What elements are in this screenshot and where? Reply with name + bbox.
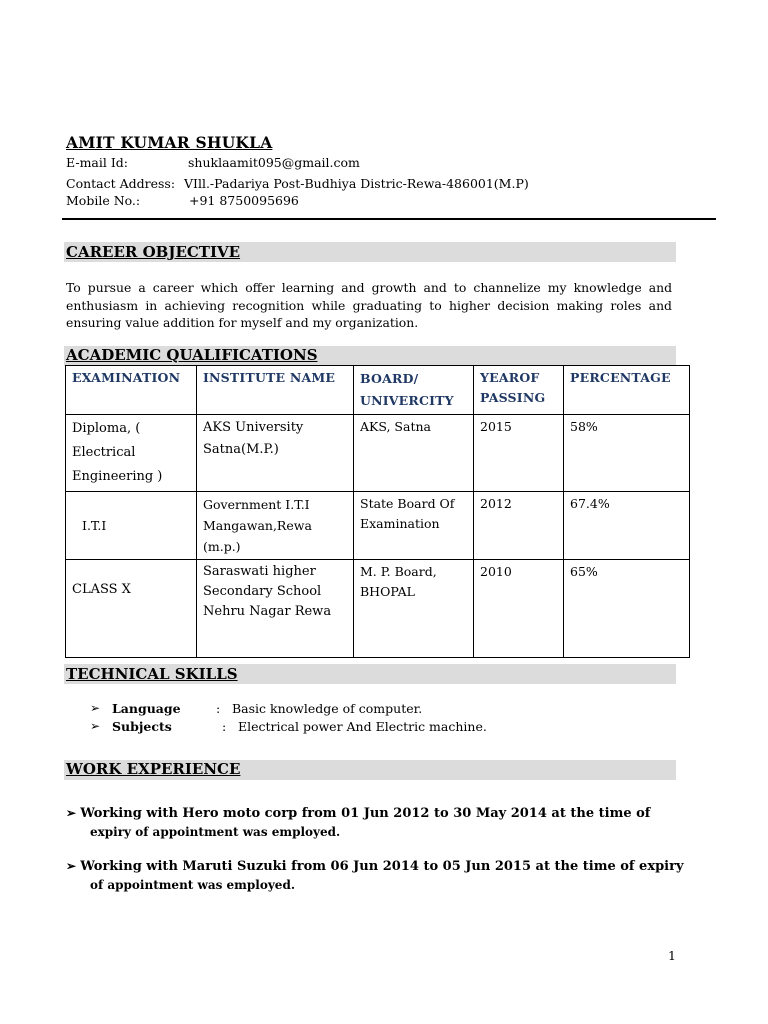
email-value: shuklaamit095@gmail.com <box>188 155 360 170</box>
cell-board: State Board Of Examination <box>354 492 474 560</box>
email-label: E-mail Id: <box>66 155 129 170</box>
skill-separator: : <box>222 719 227 734</box>
academic-heading: ACADEMIC QUALIFICATIONS <box>66 346 318 364</box>
cell-board: M. P. Board, BHOPAL <box>354 560 474 658</box>
col-year: YEAROF PASSING <box>474 366 564 415</box>
skill-value: Electrical power And Electric machine. <box>238 719 487 734</box>
cell-institute: AKS University Satna(M.P.) <box>197 415 354 492</box>
table-row <box>66 415 690 492</box>
work-item <box>66 857 686 894</box>
technical-heading: TECHNICAL SKILLS <box>66 665 238 683</box>
address-label: Contact Address: <box>66 176 176 191</box>
career-heading: CAREER OBJECTIVE <box>66 243 241 261</box>
mobile-label: Mobile No.: <box>66 193 141 208</box>
cell-year: 2015 <box>474 415 564 492</box>
cell-institute: Government I.T.I Mangawan,Rewa (m.p.) <box>197 492 354 560</box>
cell-percent: 65% <box>564 560 690 658</box>
mobile-value: +91 8750095696 <box>189 193 299 208</box>
career-objective-text: To pursue a career which offer learning and growth and to channelize my knowledge and enthusiasm in achieving recognition while graduating to higher decision making roles and ensuring value addition for myself and my organization. <box>66 280 672 331</box>
work-item-line2: expiry of appointment was employed. <box>90 825 341 839</box>
col-institute: INSTITUTE NAME <box>197 366 354 415</box>
cell-exam: Diploma, ( Electrical Engineering ) <box>66 415 197 492</box>
table-row <box>66 492 690 560</box>
work-item-line2: of appointment was employed. <box>90 878 296 892</box>
arrow-bullet-icon: ➢ <box>66 806 81 820</box>
cell-year: 2010 <box>474 560 564 658</box>
cell-percent: 58% <box>564 415 690 492</box>
skill-label: Language <box>112 701 181 716</box>
skill-label: Subjects <box>112 719 172 734</box>
page-number: 1 <box>668 948 676 963</box>
email-row <box>66 155 360 170</box>
candidate-name: AMIT KUMAR SHUKLA <box>66 133 273 152</box>
address-value: VIll.-Padariya Post-Budhiya Distric-Rewa-486001(M.P) <box>184 176 529 191</box>
mobile-row <box>66 193 299 208</box>
academic-table <box>65 365 690 658</box>
col-percentage: PERCENTAGE <box>564 366 690 415</box>
skill-separator: : <box>216 701 221 716</box>
arrow-bullet-icon: ➢ <box>66 859 81 873</box>
cell-year: 2012 <box>474 492 564 560</box>
cell-board: AKS, Satna <box>354 415 474 492</box>
cell-exam: I.T.I <box>66 492 197 560</box>
table-header-row <box>66 366 690 415</box>
arrow-bullet-icon: ➢ <box>90 701 101 715</box>
arrow-bullet-icon: ➢ <box>90 719 101 733</box>
cell-institute: Saraswati higher Secondary School Nehru Nagar Rewa <box>197 560 354 658</box>
skill-value: Basic knowledge of computer. <box>232 701 423 716</box>
col-examination: EXAMINATION <box>66 366 197 415</box>
table-row <box>66 560 690 658</box>
work-item <box>66 804 686 841</box>
address-row <box>66 176 529 191</box>
work-item-line1: Working with Maruti Suzuki from 06 Jun 2014 to 05 Jun 2015 at the time of expiry <box>80 859 684 874</box>
header-divider <box>62 218 716 220</box>
work-item-line1: Working with Hero moto corp from 01 Jun 2012 to 30 May 2014 at the time of <box>80 806 651 821</box>
cell-percent: 67.4% <box>564 492 690 560</box>
work-heading: WORK EXPERIENCE <box>66 760 241 778</box>
cell-exam: CLASS X <box>66 560 197 658</box>
col-board: BOARD/ UNIVERCITY <box>354 366 474 415</box>
